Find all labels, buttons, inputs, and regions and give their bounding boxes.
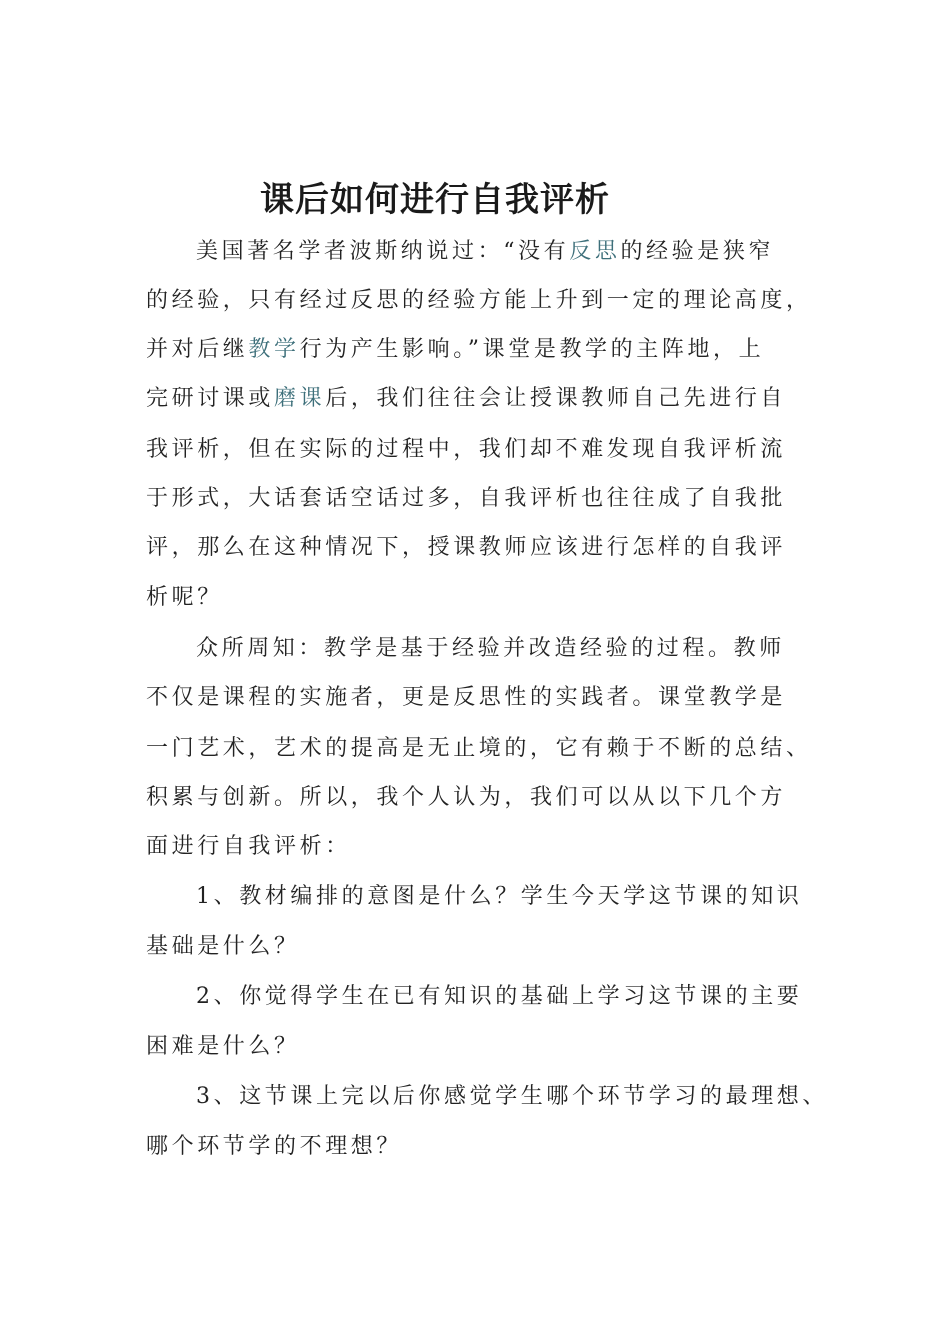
line-text: 行为产生影响。”课堂是教学的主阵地，上 <box>299 337 765 362</box>
body-line <box>146 584 223 612</box>
body-line <box>196 238 774 266</box>
body-line <box>146 735 812 763</box>
line-text: 不仅是课程的实施者，更是反思性的实践者。课堂教学是 <box>146 685 787 710</box>
line-text: 众所周知：教学是基于经验并改造经验的过程。教师 <box>196 636 785 661</box>
line-text: 并对后继 <box>146 337 249 362</box>
line-text: 积累与创新。所以，我个人认为，我们可以从以下几个方 <box>146 785 787 810</box>
body-line <box>146 287 812 315</box>
body-line <box>146 485 786 513</box>
line-text: 评，那么在这种情况下，授课教师应该进行怎样的自我评 <box>146 535 787 560</box>
line-text: 3、这节课上完以后你感觉学生哪个环节学习的最理想、 <box>196 1084 828 1109</box>
body-line <box>146 1033 300 1061</box>
line-text: 的经验，只有经过反思的经验方能上升到一定的理论高度， <box>146 288 812 313</box>
list-item <box>196 883 802 911</box>
keyword-link[interactable]: 教学 <box>248 337 300 362</box>
body-line <box>146 933 300 961</box>
document-title: 课后如何进行自我评析 <box>260 180 610 220</box>
line-text: 于形式，大话套话空话过多，自我评析也往往成了自我批 <box>146 486 787 511</box>
line-text: 美国著名学者波斯纳说过：“没有 <box>196 239 570 264</box>
line-text: 1、教材编排的意图是什么？学生今天学这节课的知识 <box>196 884 803 909</box>
line-text: 析呢？ <box>146 585 223 610</box>
body-line <box>146 436 786 464</box>
line-text: 完研讨课或 <box>146 386 275 411</box>
line-text: 我评析，但在实际的过程中，我们却不难发现自我评析流 <box>146 437 787 462</box>
body-line <box>146 1133 402 1161</box>
line-text: 面进行自我评析： <box>146 834 351 859</box>
keyword-link[interactable]: 磨课 <box>274 386 326 411</box>
list-item <box>196 983 802 1011</box>
body-line <box>146 385 786 413</box>
body-line <box>146 784 786 812</box>
line-text: 困难是什么？ <box>146 1034 300 1059</box>
keyword-link[interactable]: 反思 <box>569 239 621 264</box>
body-line <box>146 336 764 364</box>
body-line <box>196 635 785 663</box>
body-line <box>146 833 351 861</box>
list-item <box>196 1083 828 1111</box>
body-line <box>146 684 786 712</box>
line-text: 一门艺术，艺术的提高是无止境的，它有赖于不断的总结、 <box>146 736 812 761</box>
line-text: 基础是什么？ <box>146 934 300 959</box>
line-text: 的经验是狭窄 <box>620 239 775 264</box>
line-text: 2、你觉得学生在已有知识的基础上学习这节课的主要 <box>196 984 803 1009</box>
body-line <box>146 534 786 562</box>
line-text: 后，我们往往会让授课教师自己先进行自 <box>325 386 787 411</box>
line-text: 哪个环节学的不理想？ <box>146 1134 403 1159</box>
